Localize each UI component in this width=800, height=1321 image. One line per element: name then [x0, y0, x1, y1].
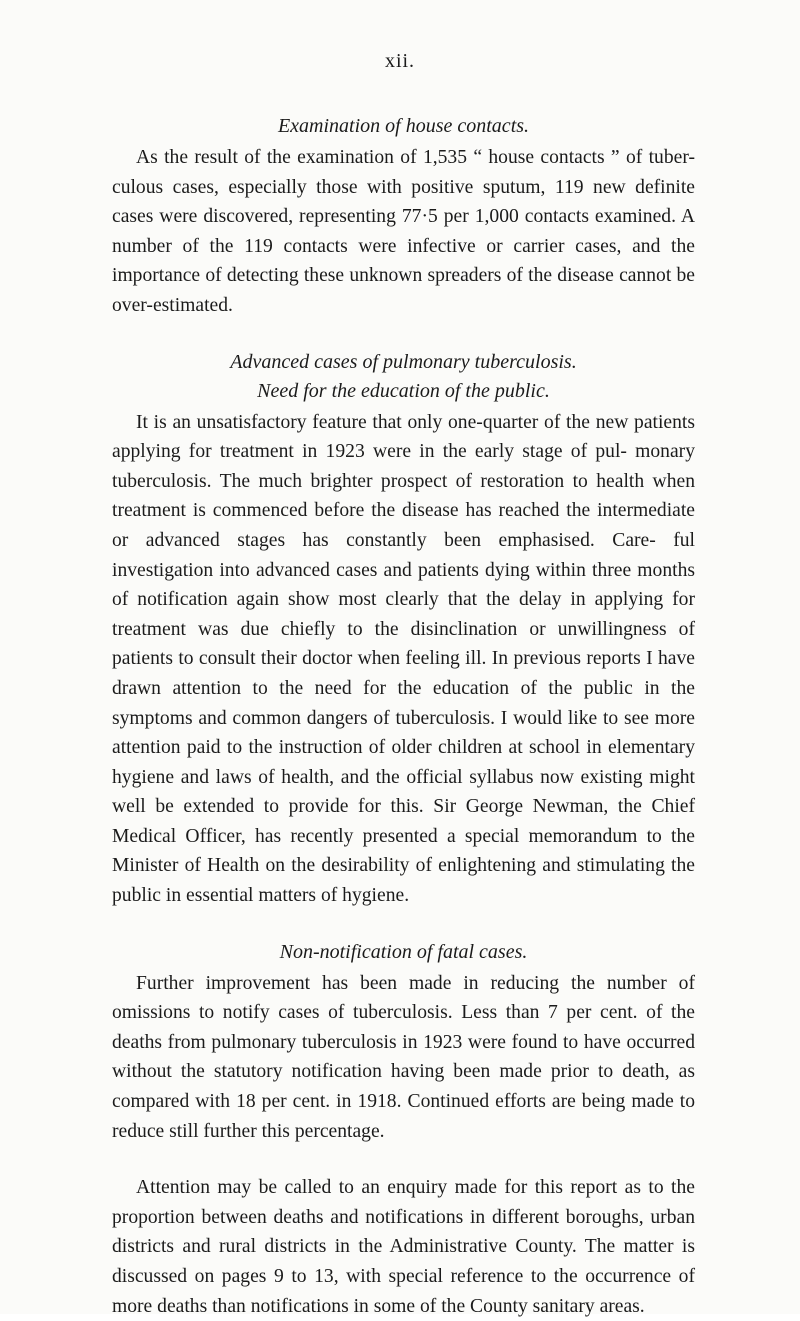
section-non-notification: [112, 938, 695, 1321]
section-heading: Non-notification of fatal cases.: [279, 940, 528, 963]
paragraph: Further improvement has been made in reducing the number of omissions to notify cases of tuberculosis. Less than 7 per cent. of the deaths from pulmonary tuberculosis in 1923 were found to have occurred without the statutory notification having been made prior to death, as compared with 18 per cent. in 1918. Continued efforts are being made to reduce still further this percentage.: [112, 972, 695, 1142]
section-heading: Advanced cases of pulmonary tuberculosis.: [230, 350, 577, 373]
paragraph: Attention may be called to an enquiry made for this report as to the proportion between deaths and notifications in different boroughs, urban districts and rural districts in the Administrative County. The matter is discussed on pages 9 to 13, with special reference to the occurrence of more deaths than notifications in some of the County sanitary areas.: [112, 1177, 695, 1317]
section-subheading: Need for the education of the public.: [257, 379, 550, 402]
section-heading: Examination of house contacts.: [277, 115, 530, 137]
page-content: [112, 112, 695, 1321]
section-advanced-cases: [112, 348, 695, 911]
page-number: xii.: [384, 50, 416, 72]
section-house-contacts: [112, 112, 695, 321]
paragraph: As the result of the examination of 1,535 “ house contacts ” of tuber- culous cases, especially those with positive sputum, 119 new definite cases were discovered, representing 77·5 per 1,000 contacts examined. A number of the 119 contacts were infective or carrier cases, and the importance of detecting these unknown spreaders of the disease cannot be over-estimated.: [112, 147, 695, 316]
paragraph: It is an unsatisfactory feature that only one-quarter of the new patients applying for treatment in 1923 were in the early stage of pul- monary tuberculosis. The much brighter prospect of restoration to health when treatment is commenced before the disease has reached the intermediate or advanced stages has constantly been emphasised. Care- ful investigation into advanced cases and patients dying within three months of notification again show most clearly that the delay in applying for treatment was due chiefly to the disinclination or unwillingness of patients to consult their doctor when feeling ill. In previous reports I have drawn attention to the need for the education of the public in the symptoms and common dangers of tuberculosis. I would like to see more attention paid to the instruction of older children at school in elementary hygiene and laws of health, and the official syllabus now existing might well be extended to provide for this. Sir George Newman, the Chief Medical Officer, has recently presented a special memorandum to the Minister of Health on the desirability of enlightening and stimulating the public in essential matters of hygiene.: [112, 411, 695, 907]
